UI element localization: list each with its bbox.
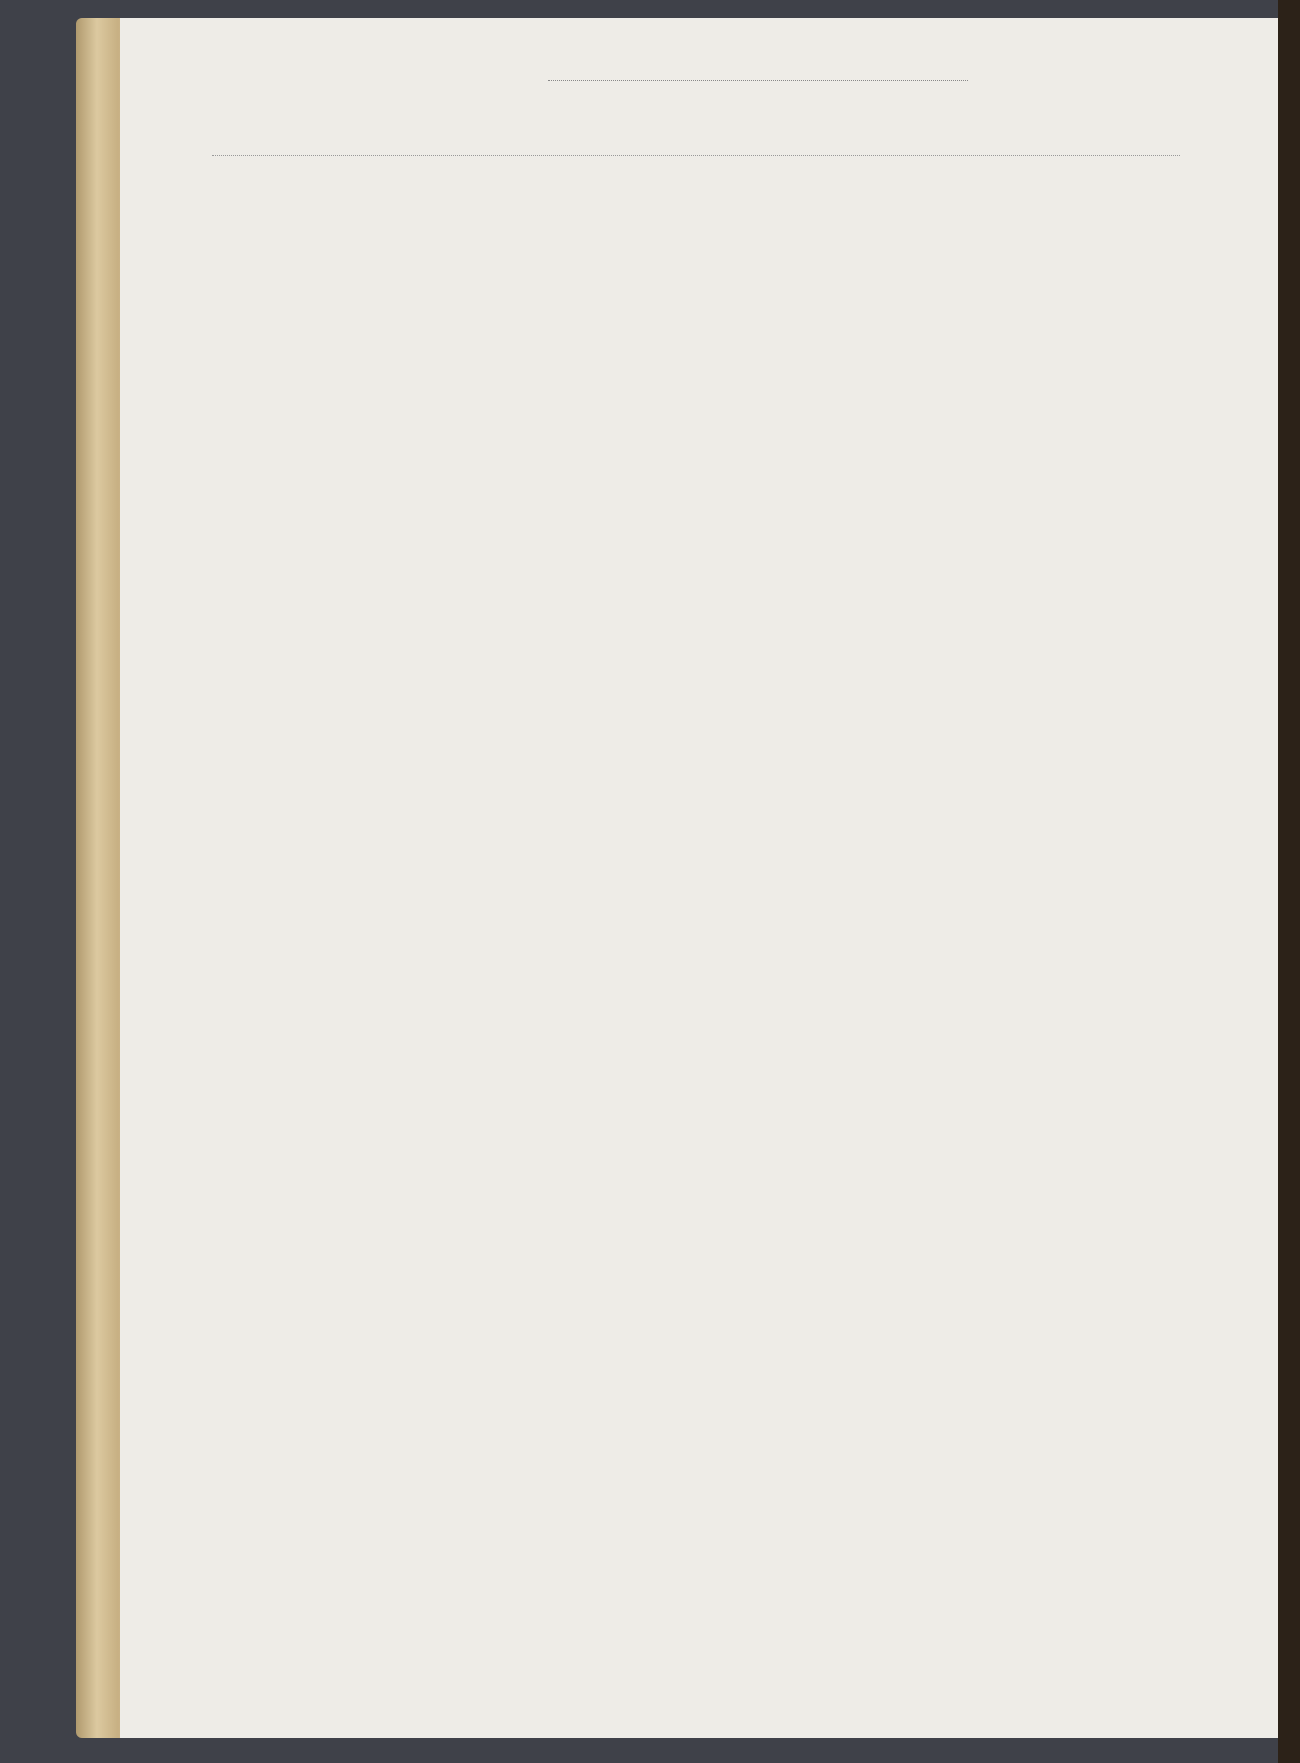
book-spine (1278, 0, 1300, 1763)
log-page (120, 18, 1300, 1738)
location-line (212, 155, 1180, 156)
ship-name (548, 80, 968, 81)
